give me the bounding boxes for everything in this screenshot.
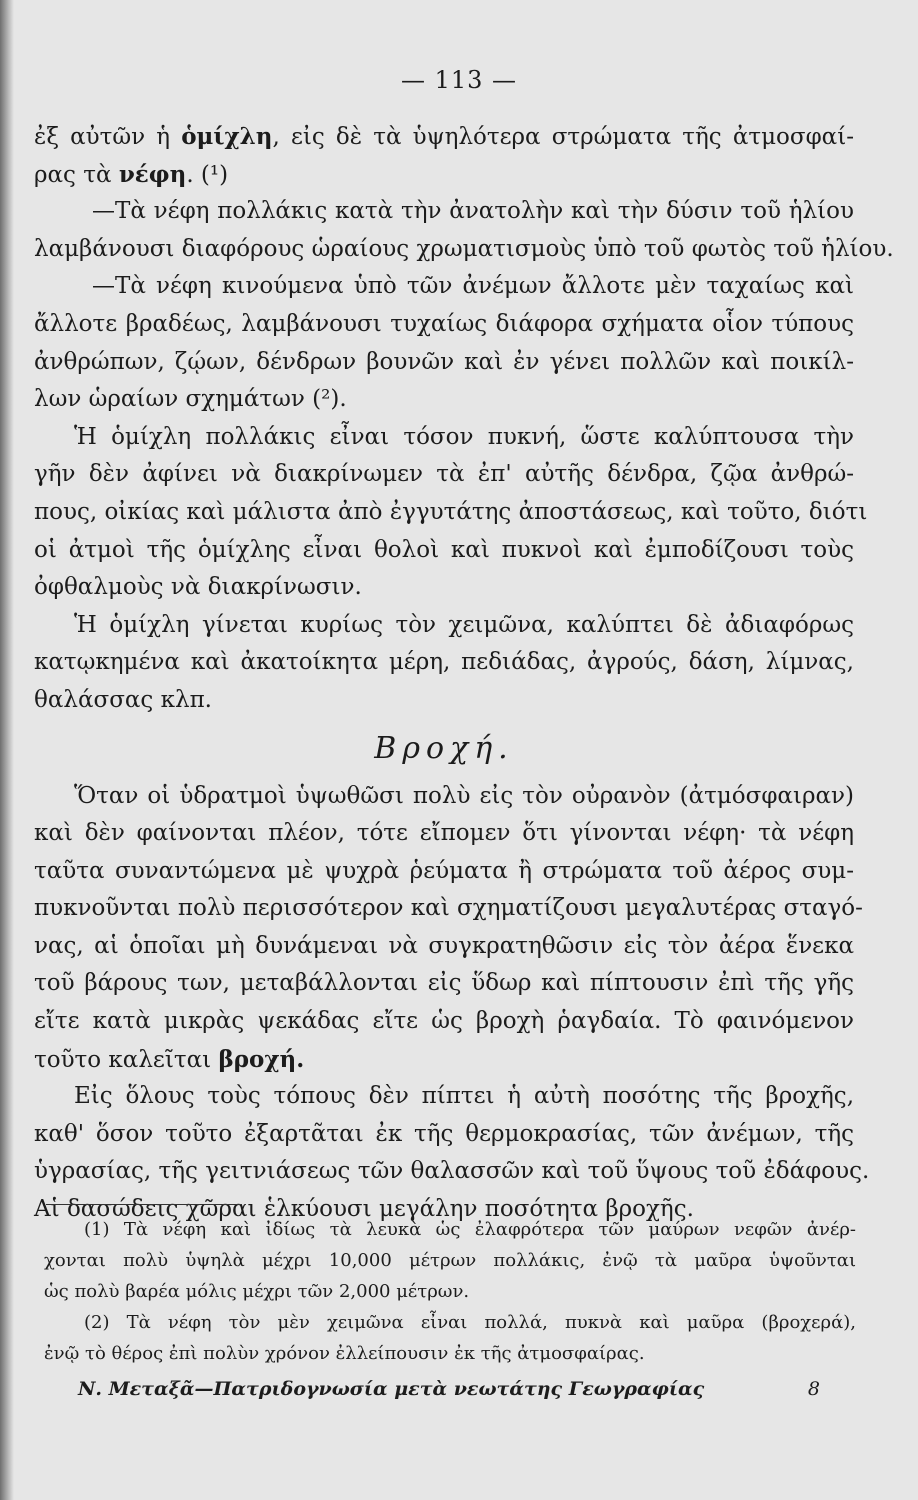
text-line: κατῳκημένα καὶ ἀκατοίκητα μέρη, πεδιάδας, ἀγρούς, δάση, λίμνας,	[34, 649, 854, 676]
page-footer	[78, 1378, 820, 1400]
text-line: τοῦ βάρους των, μεταβάλλονται εἰς ὕδωρ καὶ πίπτουσιν ἐπὶ τῆς γῆς	[34, 970, 854, 997]
text-line: οἱ ἀτμοὶ τῆς ὁμίχλης εἶναι θολοὶ καὶ πυκνοὶ καὶ ἐμποδίζουσι τοὺς	[34, 536, 854, 563]
text-line: Αἱ δασώδεις χῶραι ἑλκύουσι μεγάλην ποσότητα βροχῆς.	[34, 1196, 694, 1223]
text-line: πυκνοῦνται πολὺ περισσότερον καὶ σχηματίζουσι μεγαλυτέρας σταγό-	[34, 895, 863, 922]
text-line: —Τὰ νέφη κινούμενα ὑπὸ τῶν ἀνέμων ἄλλοτε μὲν ταχαίως καὶ	[92, 273, 854, 300]
section-heading: Βροχή.	[374, 730, 514, 766]
text-line: καὶ δὲν φαίνονται πλέον, τότε εἴπομεν ὅτι γίνονται νέφη· τὰ νέφη	[34, 820, 854, 847]
binding-gutter	[0, 0, 14, 1500]
text-line: ταῦτα συναντώμενα μὲ ψυχρὰ ῥεύματα ἢ στρώματα τοῦ ἀέρος συμ-	[34, 857, 854, 884]
term-vrochi: βροχή.	[218, 1045, 305, 1073]
text-line: —Τὰ νέφη πολλάκις κατὰ τὴν ἀνατολὴν καὶ τὴν δύσιν τοῦ ἡλίου	[92, 198, 854, 225]
text-line: Ἡ ὁμίχλη γίνεται κυρίως τὸν χειμῶνα, καλύπτει δὲ ἀδιαφόρως	[74, 611, 854, 638]
text-line: ἄλλοτε βραδέως, λαμβάνουσι τυχαίως διάφορα σχήματα οἷον τύπους	[34, 310, 854, 337]
paragraph-1-line-2: ρας τὰ νέφη. (¹)	[34, 160, 229, 188]
page-number: — 113 —	[400, 66, 518, 94]
text-line: θαλάσσας κλπ.	[34, 686, 212, 713]
text-line: Εἰς ὅλους τοὺς τόπους δὲν πίπτει ἡ αὐτὴ ποσότης τῆς βροχῆς,	[74, 1083, 854, 1110]
term-nefi: νέφη	[118, 160, 187, 188]
text-line: ὀφθαλμοὺς νὰ διακρίνωσιν.	[34, 574, 362, 601]
signature-mark: 8	[807, 1378, 820, 1400]
footnote-2-line: (2) Τὰ νέφη τὸν μὲν χειμῶνα εἶναι πολλά, πυκνὰ καὶ μαῦρα (βροχερά),	[84, 1312, 856, 1333]
text-line: νας, αἱ ὁποῖαι μὴ δυνάμεναι νὰ συγκρατηθῶσιν εἰς τὸν ἀέρα ἕνεκα	[34, 932, 854, 959]
footnote-2-line: ἐνῷ τὸ θέρος ἐπὶ πολὺν χρόνον ἐλλείπουσιν ἐκ τῆς ἀτμοσφαίρας.	[44, 1343, 645, 1364]
text-line: πους, οἰκίας καὶ μάλιστα ἀπὸ ἐγγυτάτης ἀποστάσεως, καὶ τοῦτο, διότι	[34, 498, 868, 525]
footnotes	[44, 1214, 856, 1369]
paragraph-1-line-1: ἐξ αὐτῶν ἡ ὁμίχλη, εἰς δὲ τὰ ὑψηλότερα στρώματα τῆς ἀτμοσφαί-	[34, 123, 855, 150]
footnote-1-line: χονται πολὺ ὑψηλὰ μέχρι 10,000 μέτρων πολλάκις, ἐνῷ τὰ μαῦρα ὑψοῦνται	[44, 1250, 856, 1271]
body-text	[34, 118, 894, 1229]
text-line: ἀνθρώπων, ζῴων, δένδρων βουνῶν καὶ ἐν γένει πολλῶν καὶ ποικίλ-	[34, 348, 854, 375]
footnote-1-line: ὡς πολὺ βαρέα μόλις μέχρι τῶν 2,000 μέτρων.	[44, 1281, 470, 1302]
book-title: Ν. Μεταξᾶ—Πατριδογνωσία μετὰ νεωτάτης Γεωγραφίας	[78, 1378, 705, 1400]
text-line: Ἡ ὁμίχλη πολλάκις εἶναι τόσον πυκνή, ὥστε καλύπτουσα τὴν	[74, 423, 854, 450]
footnote-rule	[46, 1204, 242, 1205]
text-line: Ὅταν οἱ ὑδρατμοὶ ὑψωθῶσι πολὺ εἰς τὸν οὐρανὸν (ἀτμόσφαιραν)	[74, 782, 854, 809]
text-line: γῆν δὲν ἀφίνει νὰ διακρίνωμεν τὰ ἐπ' αὐτῆς δένδρα, ζῷα ἀνθρώ-	[34, 461, 854, 488]
text-line: λων ὡραίων σχημάτων (²).	[34, 386, 347, 413]
term-omichli: ὁμίχλη	[181, 123, 273, 150]
text-line: ὑγρασίας, τῆς γειτνιάσεως τῶν θαλασσῶν καὶ τοῦ ὕψους τοῦ ἐδάφους.	[34, 1158, 870, 1185]
text-line: εἴτε κατὰ μικρὰς ψεκάδας εἴτε ὡς βροχὴ ῥαγδαία. Τὸ φαινόμενον	[34, 1008, 854, 1035]
text-line: καθ' ὅσον τοῦτο ἐξαρτᾶται ἐκ τῆς θερμοκρασίας, τῶν ἀνέμων, τῆς	[34, 1120, 854, 1147]
paragraph-6-last-line: τοῦτο καλεῖται βροχή.	[34, 1045, 305, 1073]
text-line: λαμβάνουσι διαφόρους ὡραίους χρωματισμοὺς ὑπὸ τοῦ φωτὸς τοῦ ἡλίου.	[34, 235, 894, 262]
footnote-1-line: (1) Τὰ νέφη καὶ ἰδίως τὰ λευκὰ ὡς ἐλαφρότερα τῶν μαύρων νεφῶν ἀνέρ-	[84, 1219, 856, 1240]
